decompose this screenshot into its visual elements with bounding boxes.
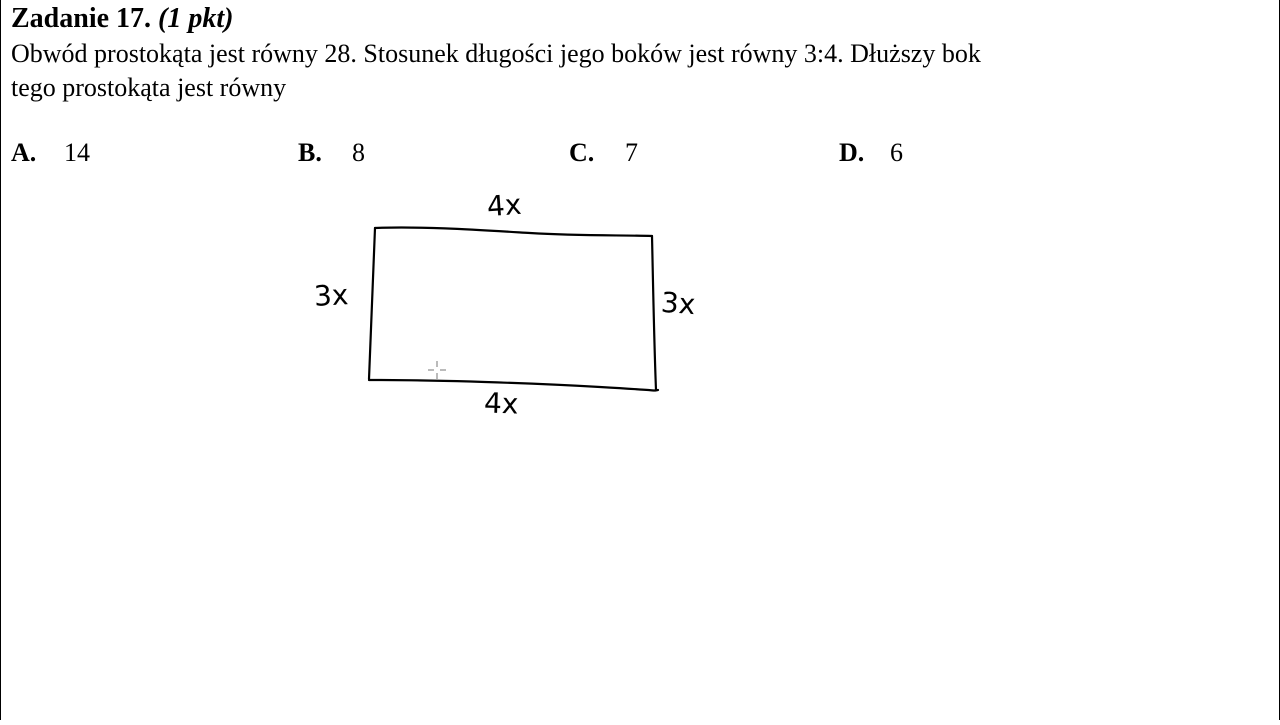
answer-option-a <box>11 136 90 170</box>
answer-letter: B. <box>298 138 322 167</box>
page-left-border <box>0 0 1 720</box>
answer-letter: C. <box>569 138 595 167</box>
answer-value: 14 <box>64 138 90 167</box>
task-points: (1 pkt) <box>158 3 234 34</box>
side-label-left: 3x <box>313 278 350 313</box>
question-line-1: Obwód prostokąta jest równy 28. Stosunek długości jego boków jest równy 3:4. Dłuższy bok <box>11 39 981 68</box>
answer-value: 8 <box>352 138 365 167</box>
answer-value: 6 <box>890 138 903 167</box>
question-text <box>11 37 1131 105</box>
answer-option-d <box>839 136 903 170</box>
task-heading <box>11 2 233 36</box>
answer-value: 7 <box>625 138 638 167</box>
answer-letter: D. <box>839 138 865 167</box>
rectangle-right-edge <box>652 236 656 390</box>
side-label-bottom: 4x <box>483 386 519 421</box>
rectangle-top-edge <box>375 227 652 236</box>
side-label-right: 3x <box>659 285 697 322</box>
answer-letter: A. <box>11 138 37 167</box>
crosshair-cursor-icon <box>428 361 446 379</box>
answer-option-c <box>569 136 638 170</box>
rectangle-left-edge <box>369 228 375 379</box>
task-title: Zadanie 17. <box>11 3 152 34</box>
answer-option-b <box>298 136 365 170</box>
side-label-top: 4x <box>485 187 523 224</box>
question-line-2: tego prostokąta jest równy <box>11 73 287 102</box>
